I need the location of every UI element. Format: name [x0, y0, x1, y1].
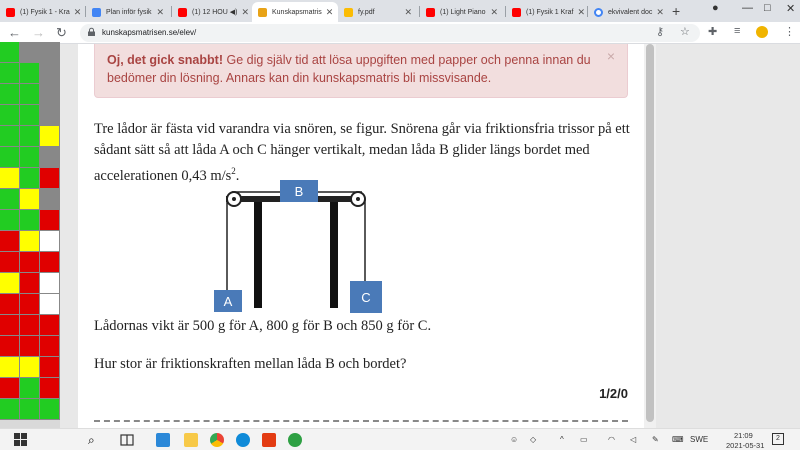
- tab-label: fy.pdf: [358, 8, 375, 16]
- edge-icon[interactable]: [236, 433, 250, 447]
- matrix-cell[interactable]: [20, 399, 40, 420]
- box-b-label: B: [294, 184, 304, 199]
- matrix-cell[interactable]: [20, 357, 40, 378]
- matrix-cell[interactable]: [20, 63, 40, 84]
- matrix-cell[interactable]: [40, 42, 60, 63]
- chevron-up-icon[interactable]: ^: [560, 435, 564, 444]
- superscript: 2: [231, 166, 236, 176]
- tab-label: (1) Light Piano: [440, 8, 486, 16]
- table-leg-left: [254, 202, 262, 308]
- tab-2[interactable]: [86, 2, 170, 22]
- tab-search-icon[interactable]: ●: [712, 2, 719, 14]
- matrix-cell[interactable]: [40, 189, 60, 210]
- matrix-cell[interactable]: [40, 84, 60, 105]
- matrix-cell[interactable]: [0, 42, 20, 63]
- close-icon[interactable]: ✕: [577, 6, 585, 17]
- address-bar[interactable]: [80, 24, 700, 42]
- toolbar: [0, 22, 800, 44]
- question-text-end: .: [235, 167, 240, 184]
- matrix-cell[interactable]: [40, 168, 60, 189]
- matrix-cell[interactable]: [0, 126, 20, 147]
- matrix-cell[interactable]: [0, 147, 20, 168]
- chrome-icon[interactable]: [210, 433, 224, 447]
- back-icon[interactable]: ←: [8, 25, 21, 40]
- alert-text: Ge dig själv tid att lösa uppgiften med papper och penna innan du bedömer din lösning. Annars kan din kunskapsmatris bli missvisande.: [107, 53, 591, 85]
- close-icon[interactable]: ✕: [73, 6, 82, 17]
- tab-strip: [0, 0, 800, 22]
- tab-label: Kunskapsmatris: [272, 8, 322, 16]
- search-icon[interactable]: ⌕: [88, 433, 95, 447]
- close-icon[interactable]: ✕: [490, 6, 498, 17]
- windows-start-icon[interactable]: [14, 433, 28, 447]
- tab-7[interactable]: [506, 2, 586, 22]
- pen-icon[interactable]: ✎: [652, 435, 659, 444]
- matrix-cell[interactable]: [0, 105, 20, 126]
- matrix-cell[interactable]: [20, 210, 40, 231]
- docs-icon: [92, 8, 101, 17]
- speaker-icon[interactable]: ◀): [229, 9, 238, 16]
- mail-icon[interactable]: [156, 433, 170, 447]
- matrix-cell[interactable]: [0, 252, 20, 273]
- office-icon[interactable]: [262, 433, 276, 447]
- matrix-cell[interactable]: [40, 231, 60, 252]
- kunskapsmatris-icon: [258, 8, 267, 17]
- volume-icon[interactable]: ◁: [630, 435, 637, 444]
- matrix-cell[interactable]: [40, 105, 60, 126]
- matrix-cell[interactable]: [0, 273, 20, 294]
- matrix-cell[interactable]: [40, 63, 60, 84]
- new-tab-button[interactable]: +: [672, 3, 681, 19]
- youtube-icon: [6, 8, 15, 17]
- matrix-cell[interactable]: [20, 336, 40, 357]
- close-icon[interactable]: ✕: [241, 6, 250, 17]
- question-paragraph-2: Lådornas vikt är 500 g för A, 800 g för B och 850 g för C.: [94, 318, 432, 334]
- profile-avatar[interactable]: [756, 26, 768, 38]
- minimize-icon[interactable]: —: [742, 2, 753, 14]
- matrix-cell[interactable]: [40, 126, 60, 147]
- matrix-cell[interactable]: [0, 63, 20, 84]
- notifications-icon[interactable]: 2: [772, 433, 784, 445]
- matrix-cell[interactable]: [20, 315, 40, 336]
- matrix-cell[interactable]: [20, 147, 40, 168]
- clock-time[interactable]: 21:09: [734, 431, 753, 440]
- question-text: Tre lådor är fästa vid varandra via snören, se figur. Snörena går via friktionsfria trissor på ett sådant sätt så att låda A och C hänger vertikalt, medan låda B glider längs bordet med accelerationen 0,43 m/s: [94, 121, 630, 184]
- page-margin-right: [656, 44, 800, 428]
- question-paragraph-1: [94, 119, 634, 187]
- network-icon[interactable]: ◇: [530, 435, 537, 444]
- tab-3[interactable]: [172, 2, 252, 22]
- matrix-cell[interactable]: [40, 399, 60, 420]
- clock-date[interactable]: 2021-05-31: [726, 441, 765, 450]
- matrix-cell[interactable]: [0, 336, 20, 357]
- tab-label: (1) 12 HOU: [192, 8, 228, 16]
- file-explorer-icon[interactable]: [184, 433, 198, 447]
- close-icon[interactable]: ✕: [156, 6, 164, 17]
- tab-4-active[interactable]: [252, 2, 338, 22]
- reload-icon[interactable]: ↻: [56, 25, 67, 40]
- matrix-cell[interactable]: [0, 399, 20, 420]
- matrix-cell[interactable]: [0, 315, 20, 336]
- matrix-cell[interactable]: [0, 210, 20, 231]
- tab-1[interactable]: [0, 2, 84, 22]
- matrix-cell[interactable]: [20, 294, 40, 315]
- matrix-cell[interactable]: [20, 252, 40, 273]
- google-icon: [594, 8, 603, 17]
- warning-alert: [94, 44, 628, 98]
- close-icon[interactable]: ✕: [325, 6, 334, 17]
- matrix-cell[interactable]: [20, 273, 40, 294]
- url-text: kunskapsmatrisen.se/elev/: [102, 28, 197, 37]
- key-icon[interactable]: ⚷: [656, 26, 665, 38]
- app-icon[interactable]: [288, 433, 302, 447]
- bookmark-star-icon[interactable]: ☆: [680, 26, 690, 38]
- youtube-icon: [426, 8, 435, 17]
- tab-8[interactable]: [588, 2, 668, 22]
- tab-5[interactable]: [338, 2, 418, 22]
- question-panel: [78, 44, 644, 428]
- matrix-cell[interactable]: [20, 231, 40, 252]
- close-icon[interactable]: ✕: [656, 6, 664, 17]
- matrix-cell[interactable]: [20, 84, 40, 105]
- matrix-cell[interactable]: [20, 126, 40, 147]
- matrix-cell[interactable]: [40, 315, 60, 336]
- youtube-icon: [178, 8, 187, 17]
- tab-label: (1) Fysik 1 - Kra: [20, 8, 70, 16]
- matrix-cell[interactable]: [40, 336, 60, 357]
- youtube-icon: [512, 8, 521, 17]
- matrix-cell[interactable]: [0, 84, 20, 105]
- language-indicator[interactable]: SWE: [690, 435, 709, 444]
- question-paragraph-3: Hur stor är friktionskraften mellan låda B och bordet?: [94, 356, 407, 372]
- matrix-cell[interactable]: [40, 273, 60, 294]
- tab-label: Plan inför fysik: [106, 8, 152, 16]
- task-view-icon[interactable]: [120, 433, 134, 447]
- score-label: 1/2/0: [599, 386, 628, 401]
- box-c-label: C: [361, 290, 371, 305]
- matrix-cell[interactable]: [20, 42, 40, 63]
- scrollbar-thumb[interactable]: [646, 44, 654, 422]
- lock-icon: [88, 28, 95, 36]
- tab-label: ekvivalent doc: [608, 8, 653, 16]
- matrix-cell[interactable]: [40, 252, 60, 273]
- matrix-cell[interactable]: [40, 357, 60, 378]
- matrix-cell[interactable]: [0, 294, 20, 315]
- people-icon[interactable]: ☺: [510, 435, 519, 444]
- alert-heading: Oj, det gick snabbt!: [107, 53, 223, 67]
- matrix-cell[interactable]: [0, 378, 20, 399]
- alert-close-icon[interactable]: ×: [606, 48, 615, 64]
- matrix-cell[interactable]: [40, 210, 60, 231]
- divider: [94, 420, 628, 422]
- matrix-cell[interactable]: [0, 357, 20, 378]
- matrix-cell[interactable]: [20, 105, 40, 126]
- matrix-cell[interactable]: [0, 231, 20, 252]
- matrix-cell[interactable]: [20, 378, 40, 399]
- extension-list-icon[interactable]: ≡: [734, 25, 741, 37]
- windows-taskbar: [0, 428, 800, 450]
- forward-icon[interactable]: →: [32, 25, 45, 40]
- matrix-cell[interactable]: [0, 189, 20, 210]
- matrix-cell[interactable]: [20, 189, 40, 210]
- matrix-cell[interactable]: [40, 294, 60, 315]
- drive-icon: [344, 8, 353, 17]
- table-leg-right: [330, 202, 338, 308]
- tab-label: (1) Fysik 1 Kraf: [526, 8, 574, 16]
- knowledge-matrix-grid: [0, 44, 60, 428]
- close-window-icon[interactable]: ✕: [786, 3, 796, 15]
- page-margin: [60, 44, 78, 428]
- tab-6[interactable]: [420, 2, 504, 22]
- close-icon[interactable]: ✕: [404, 6, 412, 17]
- pulley-figure: [212, 178, 392, 312]
- box-a-label: A: [223, 294, 233, 309]
- maximize-icon[interactable]: □: [764, 2, 771, 14]
- keyboard-icon[interactable]: ⌨: [672, 435, 684, 444]
- extensions-icon[interactable]: ✚: [708, 26, 718, 38]
- wifi-icon[interactable]: ◠: [608, 435, 615, 444]
- menu-icon[interactable]: ⋮: [784, 26, 795, 38]
- matrix-cell[interactable]: [20, 168, 40, 189]
- matrix-cell[interactable]: [0, 168, 20, 189]
- matrix-cell[interactable]: [40, 378, 60, 399]
- battery-icon[interactable]: ▭: [580, 435, 588, 444]
- matrix-cell[interactable]: [40, 147, 60, 168]
